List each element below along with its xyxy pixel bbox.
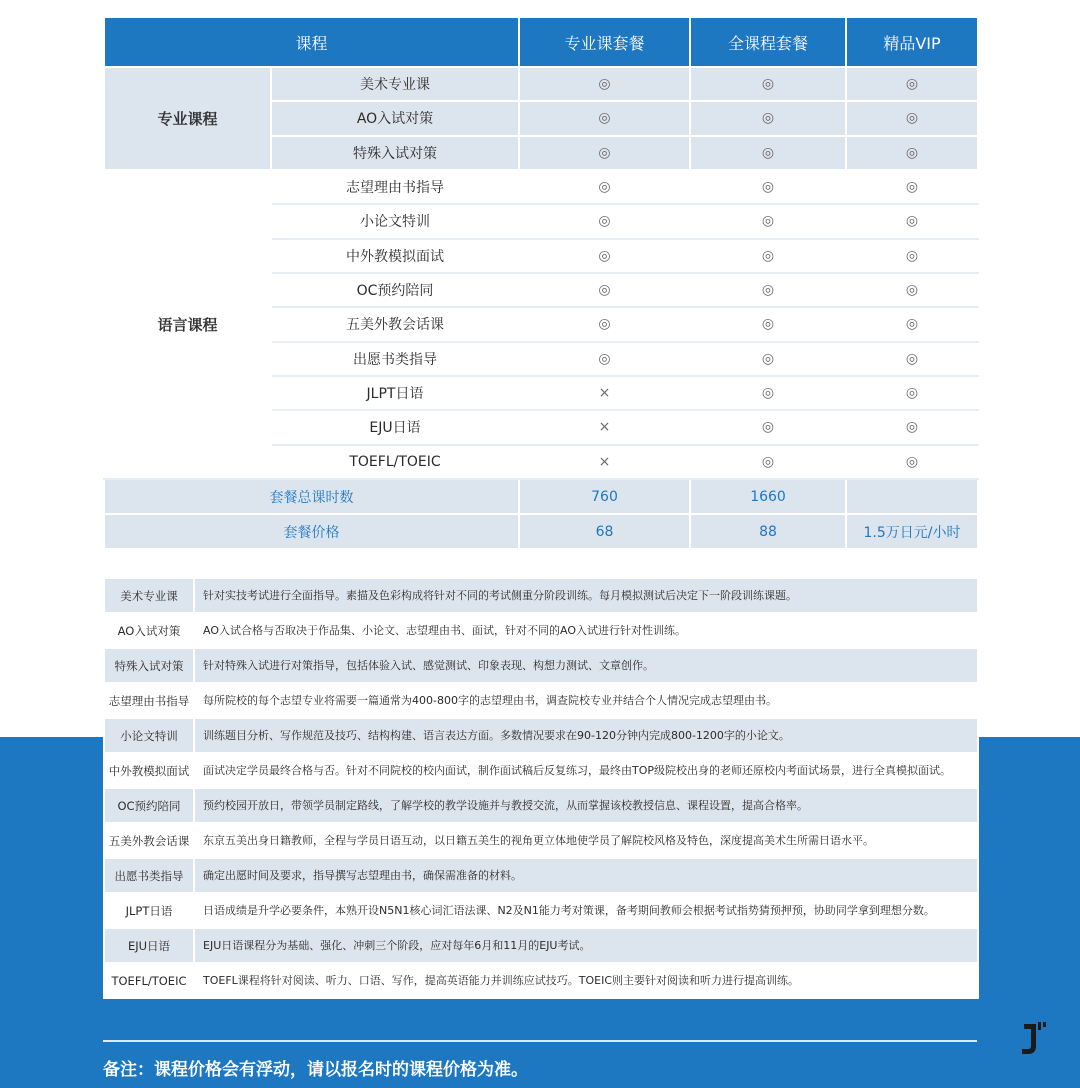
course-name: 小论文特训 — [271, 204, 519, 238]
availability-mark: ◎ — [519, 239, 690, 273]
availability-mark: ◎ — [846, 101, 978, 135]
availability-mark: ◎ — [846, 410, 978, 444]
availability-mark: ◎ — [846, 67, 978, 101]
category-professional: 专业课程 — [104, 67, 271, 170]
total-hours-value — [846, 479, 978, 514]
availability-mark: ◎ — [690, 136, 846, 170]
total-hours-row — [104, 479, 978, 514]
description-text: 确定出愿时间及要求，指导撰写志望理由书，确保需准备的材料。 — [194, 858, 978, 893]
table-row — [104, 170, 978, 204]
description-course: JLPT日语 — [104, 893, 194, 928]
availability-mark: ◎ — [690, 410, 846, 444]
total-hours-value: 760 — [519, 479, 690, 514]
availability-mark: ◎ — [846, 342, 978, 376]
course-name: EJU日语 — [271, 410, 519, 444]
course-name: 志望理由书指导 — [271, 170, 519, 204]
availability-mark: ◎ — [846, 445, 978, 479]
total-hours-value: 1660 — [690, 479, 846, 514]
description-row — [104, 823, 978, 858]
description-text: 面试决定学员最终合格与否。针对不同院校的校内面试，制作面试稿后反复练习，最终由TOP级院校出身的老师还原校内考面试场景，进行全真模拟面试。 — [194, 753, 978, 788]
availability-mark: × — [519, 445, 690, 479]
category-language: 语言课程 — [104, 170, 271, 479]
course-name: AO入试对策 — [271, 101, 519, 135]
note-divider — [103, 1040, 977, 1042]
availability-mark: ◎ — [690, 67, 846, 101]
availability-mark: ◎ — [690, 239, 846, 273]
course-name: 中外教模拟面试 — [271, 239, 519, 273]
course-name: 美术专业课 — [271, 67, 519, 101]
table-row — [104, 67, 978, 101]
price-value: 68 — [519, 514, 690, 549]
description-course: TOEFL/TOEIC — [104, 963, 194, 998]
description-course: 美术专业课 — [104, 578, 194, 613]
availability-mark: ◎ — [690, 101, 846, 135]
availability-mark: × — [519, 376, 690, 410]
description-text: 日语成绩是升学必要条件，本熟开设N5N1核心词汇语法课、N2及N1能力考对策课，备考期间教师会根据考试指势猜预押预，协助同学拿到理想分数。 — [194, 893, 978, 928]
course-description-table — [103, 577, 979, 999]
availability-mark: ◎ — [690, 342, 846, 376]
course-name: 特殊入试对策 — [271, 136, 519, 170]
description-row — [104, 858, 978, 893]
j-logo-icon — [1016, 1016, 1060, 1060]
description-row — [104, 613, 978, 648]
description-course: EJU日语 — [104, 928, 194, 963]
header-plan-full: 全课程套餐 — [690, 17, 846, 67]
description-row — [104, 963, 978, 998]
description-course: 小论文特训 — [104, 718, 194, 753]
price-note: 备注：课程价格会有浮动，请以报名时的课程价格为准。 — [103, 1060, 528, 1080]
description-text: 东京五美出身日籍教师，全程与学员日语互动，以日籍五美生的视角更立体地使学员了解院校风格及特色，深度提高美术生所需日语水平。 — [194, 823, 978, 858]
description-text: 预约校园开放日，带领学员制定路线，了解学校的教学设施并与教授交流，从而掌握该校教授信息、课程设置，提高合格率。 — [194, 788, 978, 823]
course-name: 出愿书类指导 — [271, 342, 519, 376]
availability-mark: ◎ — [690, 445, 846, 479]
availability-mark: ◎ — [690, 204, 846, 238]
price-row — [104, 514, 978, 549]
description-row — [104, 683, 978, 718]
availability-mark: ◎ — [846, 136, 978, 170]
description-row — [104, 893, 978, 928]
description-text: TOEFL课程将针对阅读、听力、口语、写作，提高英语能力并训练应试技巧。TOEIC则主要针对阅读和听力进行提高训练。 — [194, 963, 978, 998]
availability-mark: ◎ — [519, 67, 690, 101]
price-value: 1.5万日元/小时 — [846, 514, 978, 549]
availability-mark: ◎ — [519, 136, 690, 170]
price-label: 套餐价格 — [104, 514, 519, 549]
description-text: EJU日语课程分为基础、强化、冲刺三个阶段，应对每年6月和11月的EJU考试。 — [194, 928, 978, 963]
course-name: OC预约陪同 — [271, 273, 519, 307]
package-comparison-table — [103, 16, 979, 550]
description-course: OC预约陪同 — [104, 788, 194, 823]
header-plan-professional: 专业课套餐 — [519, 17, 690, 67]
header-plan-vip: 精品VIP — [846, 17, 978, 67]
availability-mark: ◎ — [846, 204, 978, 238]
description-row — [104, 578, 978, 613]
description-text: AO入试合格与否取决于作品集、小论文、志望理由书、面试，针对不同的AO入试进行针对性训练。 — [194, 613, 978, 648]
table-header-row — [104, 17, 978, 67]
availability-mark: × — [519, 410, 690, 444]
availability-mark: ◎ — [846, 170, 978, 204]
availability-mark: ◎ — [690, 170, 846, 204]
availability-mark: ◎ — [846, 273, 978, 307]
description-text: 每所院校的每个志望专业将需要一篇通常为400-800字的志望理由书，调查院校专业并结合个人情况完成志望理由书。 — [194, 683, 978, 718]
total-hours-label: 套餐总课时数 — [104, 479, 519, 514]
description-text: 针对实技考试进行全面指导。素描及色彩构成将针对不同的考试侧重分阶段训练。每月模拟测试后决定下一阶段训练课题。 — [194, 578, 978, 613]
description-course: 特殊入试对策 — [104, 648, 194, 683]
price-value: 88 — [690, 514, 846, 549]
description-course: 五美外教会话课 — [104, 823, 194, 858]
description-course: AO入试对策 — [104, 613, 194, 648]
description-row — [104, 718, 978, 753]
header-course: 课程 — [104, 17, 519, 67]
description-course: 出愿书类指导 — [104, 858, 194, 893]
description-row — [104, 753, 978, 788]
description-course: 中外教模拟面试 — [104, 753, 194, 788]
availability-mark: ◎ — [519, 170, 690, 204]
availability-mark: ◎ — [690, 376, 846, 410]
description-text: 针对特殊入试进行对策指导，包括体验入试、感觉测试、印象表现、构想力测试、文章创作。 — [194, 648, 978, 683]
description-row — [104, 648, 978, 683]
availability-mark: ◎ — [846, 376, 978, 410]
availability-mark: ◎ — [690, 307, 846, 341]
course-name: JLPT日语 — [271, 376, 519, 410]
description-course: 志望理由书指导 — [104, 683, 194, 718]
availability-mark: ◎ — [690, 273, 846, 307]
availability-mark: ◎ — [519, 101, 690, 135]
availability-mark: ◎ — [519, 342, 690, 376]
availability-mark: ◎ — [519, 273, 690, 307]
availability-mark: ◎ — [519, 307, 690, 341]
description-text: 训练题目分析、写作规范及技巧、结构构建、语言表达方面。多数情况要求在90-120分钟内完成800-1200字的小论文。 — [194, 718, 978, 753]
course-name: TOEFL/TOEIC — [271, 445, 519, 479]
description-row — [104, 788, 978, 823]
course-name: 五美外教会话课 — [271, 307, 519, 341]
availability-mark: ◎ — [846, 239, 978, 273]
availability-mark: ◎ — [846, 307, 978, 341]
availability-mark: ◎ — [519, 204, 690, 238]
description-row — [104, 928, 978, 963]
